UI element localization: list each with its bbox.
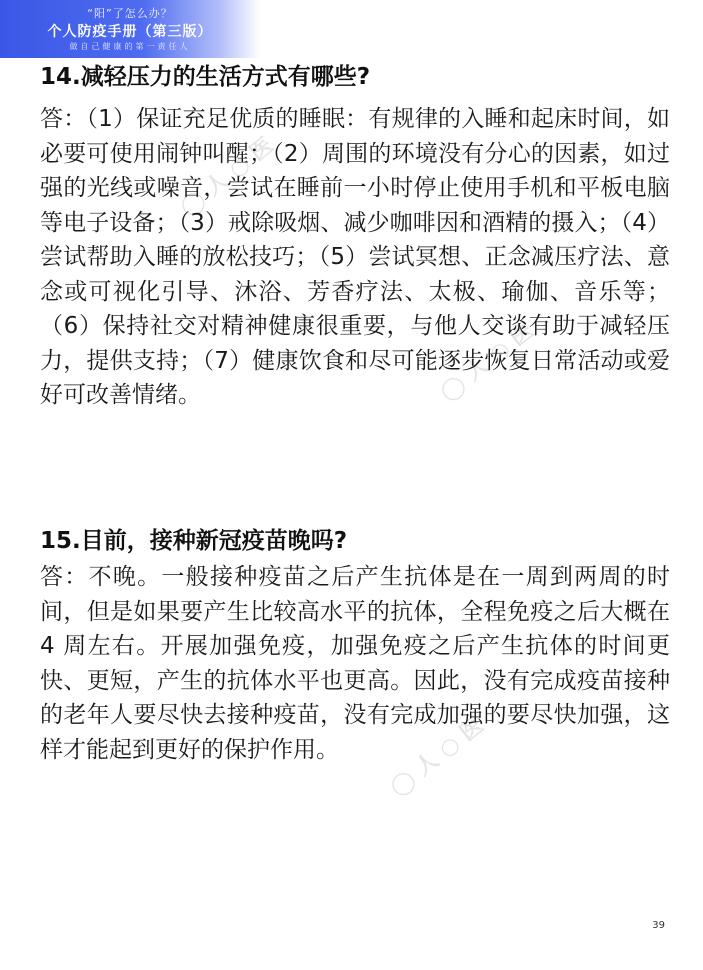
answer-paragraph-14: 答：（1）保证充足优质的睡眠：有规律的入睡和起床时间，如必要可使用闹钟叫醒；（2）周围的环境没有分心的因素，如过强的光线或噪音，尝试在睡前一小时停止使用手机和平板电脑等电子设备；（3）戒除吸烟、减少咖啡因和酒精的摄入；（4）尝试帮助入睡的放松技巧；（5）尝试冥想、正念减压疗法、意念或可视化引导、沐浴、芳香疗法、太极、瑜伽、音乐等；（6）保持社交对精神健康很重要，与他人交谈有助于减轻压力，提供支持；（7）健康饮食和尽可能逐步恢复日常活动或爱好可改善情绪。 xyxy=(40,106,670,408)
answer-paragraph-15: 答：不晚。一般接种疫苗之后产生抗体是在一周到两周的时间，但是如果要产生比较高水平的抗体，全程免疫之后大概在 4 周左右。开展加强免疫，加强免疫之后产生抗体的时间更快、更短，产生的抗体水平也更高。因此，没有完成疫苗接种的老年人要尽快去接种疫苗，没有完成加强的要尽快加强，这样才能起到更好的保护作用。 xyxy=(40,564,670,763)
header-slogan: 做自己健康的第一责任人 xyxy=(69,42,191,51)
watermark-logo: ◯ 人 ○ 医 xyxy=(435,318,539,406)
header-banner xyxy=(0,0,260,58)
watermark-logo: ◯ 人 ○ 医 xyxy=(175,133,279,221)
question-title-15: 15.目前，接种新冠疫苗晚吗? xyxy=(40,528,348,554)
header-title: 个人防疫手册（第三版） xyxy=(47,24,213,40)
watermark-logo: ◯ 人 ○ 医 xyxy=(385,713,489,801)
question-title-14: 14.减轻压力的生活方式有哪些? xyxy=(40,64,371,90)
question-section-14 xyxy=(40,62,670,413)
header-subtitle: “阳”了怎么办？ xyxy=(87,7,173,20)
page-number: 39 xyxy=(652,920,665,931)
question-section-15 xyxy=(40,526,670,767)
